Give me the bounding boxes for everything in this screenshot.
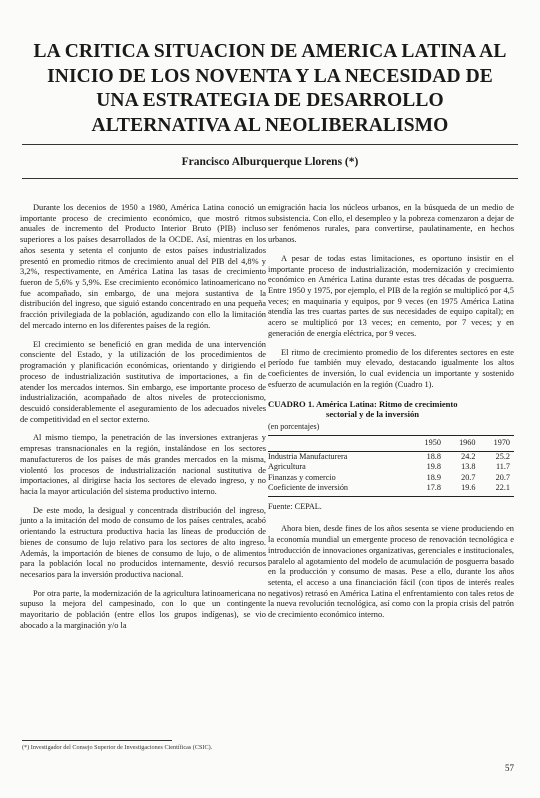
title-line: UNA ESTRATEGIA DE DESARROLLO: [96, 90, 444, 111]
growth-table: [268, 435, 514, 497]
right-column: [268, 203, 514, 629]
table-row: [268, 462, 514, 473]
table-cell: 18.9: [426, 472, 441, 482]
title-divider: [22, 144, 518, 145]
body-paragraph: Al mismo tiempo, la penetración de las inversiones extranjeras y empresas transnacionales en la región, instalándose en los sectores manufactureros de los países de más grandes mercados en la misma, violentó los procesos de industrialización nacional sustitutiva de importaciones, al dirigirse hacia los sectores de elevado ingreso, y no hacia la mayor articulación del sistema productivo interno.: [20, 433, 266, 496]
table-header-cell: 1970: [479, 436, 514, 452]
table-cell: 19.8: [426, 462, 441, 472]
table-cell: 20.7: [495, 472, 510, 482]
left-column: [20, 203, 266, 640]
title-line: ALTERNATIVA AL NEOLIBERALISMO: [91, 114, 449, 136]
author-divider: [22, 178, 518, 179]
body-paragraph: Ahora bien, desde fines de los años sesenta se viene produciendo en la economía mundial un emergente proceso de renovación tecnológica e introducción de innovaciones organizativas, gerenciales e institucionales, paralelo al agotamiento del modelo de acumulación de posguerra basado en la producción y consumo de masas. Pese a ello, durante los años setenta, el acceso a una financiación fácil (con tipos de interés reales negativos) retrasó en América Latina el enfrentamiento con tales retos de la nueva revolución tecnológica, así como con la propia crisis del patrón de crecimiento económico interno.: [268, 524, 514, 620]
title-line: LA CRITICA SITUACION DE AMERICA LATINA AL: [33, 41, 507, 62]
table-cell: 19.6: [445, 483, 480, 496]
table-cell: 22.1: [479, 483, 514, 496]
body-paragraph: De este modo, la desigual y concentrada distribución del ingreso, junto a la imitación del modo de consumo de los países centrales, acabó orientando la estructura productiva hacia las líneas de producción de bienes de consumo de lujo relativo para los sectores de alto ingreso. Además, la importación de bienes de consumo de lujo, o de alimentos para la población local no producidos internamente, desvió recursos necesarios para la inversión productiva nacional.: [20, 505, 266, 579]
table-cell: 18.8: [426, 451, 441, 461]
body-paragraph: emigración hacia los núcleos urbanos, en la búsqueda de un medio de subsistencia. Con ello, el desempleo y la pobreza comenzaron a dejar de ser fenómenos rurales, para convertirse, paulatinamente, en hechos urbanos.: [268, 203, 514, 245]
table-row: [268, 473, 514, 484]
table-block: [268, 399, 514, 513]
table-cell: 20.7: [461, 472, 476, 482]
table-unit: (en porcentajes): [268, 421, 320, 431]
table-cell: 17.8: [410, 483, 445, 496]
table-row: [268, 451, 514, 462]
table-cell: 24.2: [461, 451, 476, 461]
table-cell: Industria Manufacturera: [268, 451, 348, 461]
table-header-cell: [268, 436, 410, 452]
table-cell: Finanzas y comercio: [268, 472, 336, 482]
table-cell: 11.7: [495, 462, 510, 472]
body-paragraph: Por otra parte, la modernización de la agricultura latinoamericana no supuso la mejora del campesinado, con lo que un contingente mayoritario de población (entre ellos los grupos indígenas), se vio abocado a la marginación y/o la: [20, 588, 266, 630]
table-title-continuation: sectorial y de la inversión: [326, 409, 420, 419]
table-source: Fuente: CEPAL.: [268, 501, 322, 511]
footnote: (*) Investigador del Consejo Superior de Investigaciones Científicas (CSIC).: [22, 744, 213, 751]
body-paragraph: El crecimiento se benefició en gran medida de una intervención consciente del Estado, y la utilización de los procedimientos de programación y planificación económicas, orientando y dirigiendo el proceso de industrialización sustitutiva de importaciones, a fin de atender los mercados internos. Sin embargo, ese importante proceso de industrialización, acompañado de altos niveles de proteccionismo, descuidó considerablemente el aseguramiento de los adecuados niveles de competitividad en el sector externo.: [20, 339, 266, 424]
table-cell: 25.2: [495, 451, 510, 461]
title-line: INICIO DE LOS NOVENTA Y LA NECESIDAD DE: [47, 65, 493, 87]
table-title-lead: CUADRO 1. América Latina: Ritmo de crecimiento: [268, 398, 458, 409]
footnote-divider: [22, 740, 172, 741]
table-header-cell: 1960: [445, 436, 480, 452]
table-header-row: [268, 436, 514, 452]
article-title: [20, 40, 520, 138]
table-cell: Agricultura: [268, 462, 306, 472]
page-number: 57: [505, 763, 514, 773]
table-cell: 13.8: [461, 462, 476, 472]
table-header-cell: 1950: [410, 436, 445, 452]
table-cell: Coeficiente de inversión: [268, 483, 410, 496]
table-title: [268, 399, 514, 420]
body-paragraph: El ritmo de crecimiento promedio de los diferentes sectores en este período fue también muy elevado, destacando igualmente los altos coeficientes de inversión, lo cual evidencia un importante y sostenido esfuerzo de acumulación en la región (Cuadro 1).: [268, 347, 514, 389]
body-paragraph: A pesar de todas estas limitaciones, es oportuno insistir en el importante proceso de industrialización, modernización y crecimiento económico en América Latina durante estas tres décadas de posguerra. Entre 1950 y 1975, por ejemplo, el PIB de la región se multiplicó por 4,5 veces; en maquinaria y equipos, por 9 veces (en 1975 América Latina atendía las tres cuartas partes de sus necesidades de equipo capital); en acero se multiplicó por 13 veces; en cemento, por 7 veces; y en generación de energía eléctrica, por 9 veces.: [268, 253, 514, 338]
table-row: [268, 483, 514, 496]
body-paragraph: Durante los decenios de 1950 a 1980, América Latina conoció un importante proceso de crecimiento económico, que mostró ritmos anuales de incremento del Producto Interior Bruto (PIB) incluso superiores a los países desarrollados de la OCDE. Así, mientras en los años sesenta y setenta el conjunto de estos países industrializados presentó en promedio ritmos de crecimiento anual del PIB del 4,8% y 3,2%, respectivamente, en América Latina las tasas de crecimiento fueron de 5,6% y 5,9%. Ese crecimiento económico latinoamericano no fue acompañado, sin embargo, de una mejora sustantiva de la distribución del ingreso, que siguió estando concentrado en una pequeña fracción privilegiada de la población, agudizando con ello la limitación del mercado interno en los diferentes países de la región.: [20, 203, 266, 330]
author-line: Francisco Alburquerque Llorens (*): [181, 156, 359, 168]
